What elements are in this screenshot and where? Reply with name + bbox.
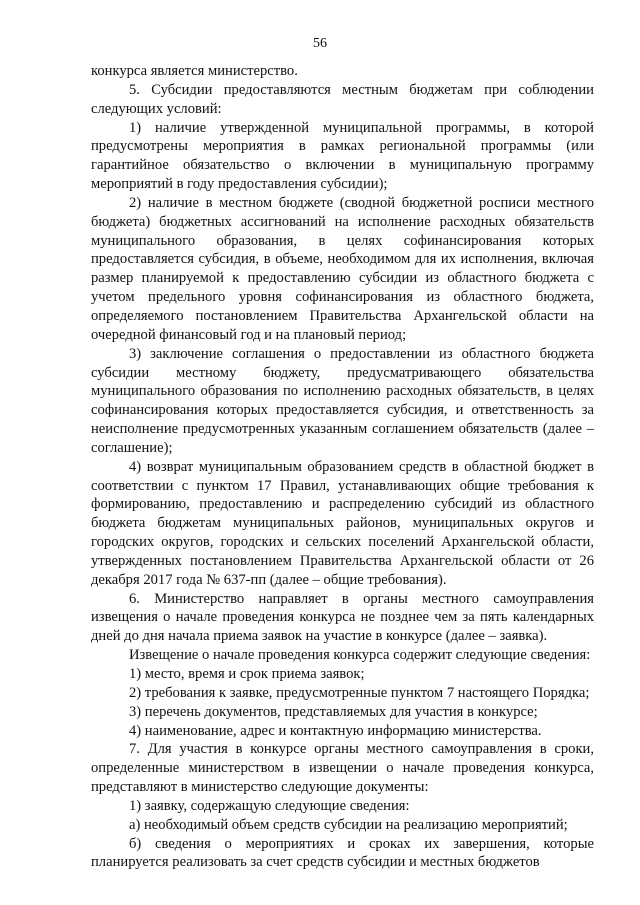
- paragraph: 7. Для участия в конкурсе органы местного самоуправления в сроки, определенные министерством в извещении о начале проведения конкурса, представляют в министерство следующие документы:: [91, 741, 594, 796]
- paragraph: 1) место, время и срок приема заявок;: [129, 666, 365, 682]
- paragraph: б) сведения о мероприятиях и сроках их завершения, которые планируется реализовать за счет средств субсидии и местных бюджетов: [91, 835, 594, 871]
- paragraph: 1) заявку, содержащую следующие сведения:: [129, 797, 410, 814]
- paragraph: 2) требования к заявке, предусмотренные пунктом 7 настоящего Порядка;: [129, 684, 590, 701]
- paragraph: 4) возврат муниципальным образованием средств в областной бюджет в соответствии с пунктом 17 Правил, устанавливающих общие требования к формированию, предоставлению и распределению субсидий из областного бюджета бюджетам муниципальных районов, муниципальных округов и городских округов, городских и сельских поселений Архангельской области, утвержденных постановлением Правительства Архангельской области от 26 декабря 2017 года № 637-пп (далее – общие требования).: [91, 458, 594, 588]
- paragraph: 4) наименование, адрес и контактную информацию министерства.: [129, 722, 542, 739]
- document-body: [91, 62, 594, 872]
- paragraph: 1) наличие утвержденной муниципальной программы, в которой предусмотрены мероприятия в рамках региональной программы (или гарантийное обязательство о включении в муниципальную программу мероприятий в году предоставления субсидии);: [91, 119, 594, 193]
- paragraph: Извещение о начале проведения конкурса содержит следующие сведения:: [129, 647, 591, 664]
- page-number: 56: [313, 36, 327, 51]
- paragraph: 6. Министерство направляет в органы местного самоуправления извещения о начале проведения конкурса не позднее чем за пять календарных дней до дня начала приема заявок на участие в конкурсе (далее – заявка).: [91, 590, 594, 645]
- paragraph: 3) заключение соглашения о предоставлении из областного бюджета субсидии местному бюджету, предусматривающего обязательства муниципального образования по исполнению расходных обязательств, в целях софинансирования которых предоставляется субсидия, и ответственность за неисполнение предусмотренных указанным соглашением обязательств (далее – соглашение);: [91, 345, 594, 456]
- paragraph: 3) перечень документов, представляемых для участия в конкурсе;: [129, 703, 538, 720]
- paragraph: а) необходимый объем средств субсидии на реализацию мероприятий;: [129, 816, 568, 833]
- paragraph: конкурса является министерство.: [91, 63, 298, 79]
- paragraph: 2) наличие в местном бюджете (сводной бюджетной росписи местного бюджета) бюджетных ассигнований на исполнение расходных обязательств муниципального образования, в целях софинансирования которых предоставляется субсидия, в объеме, необходимом для их исполнения, включая размер планируемой к предоставлению субсидии из областного бюджета с учетом предельного уровня софинансирования из областного бюджета, определяемого постановлением Правительства Архангельской области на очередной финансовый год и на плановый период;: [91, 194, 594, 343]
- paragraph: 5. Субсидии предоставляются местным бюджетам при соблюдении следующих условий:: [91, 81, 594, 117]
